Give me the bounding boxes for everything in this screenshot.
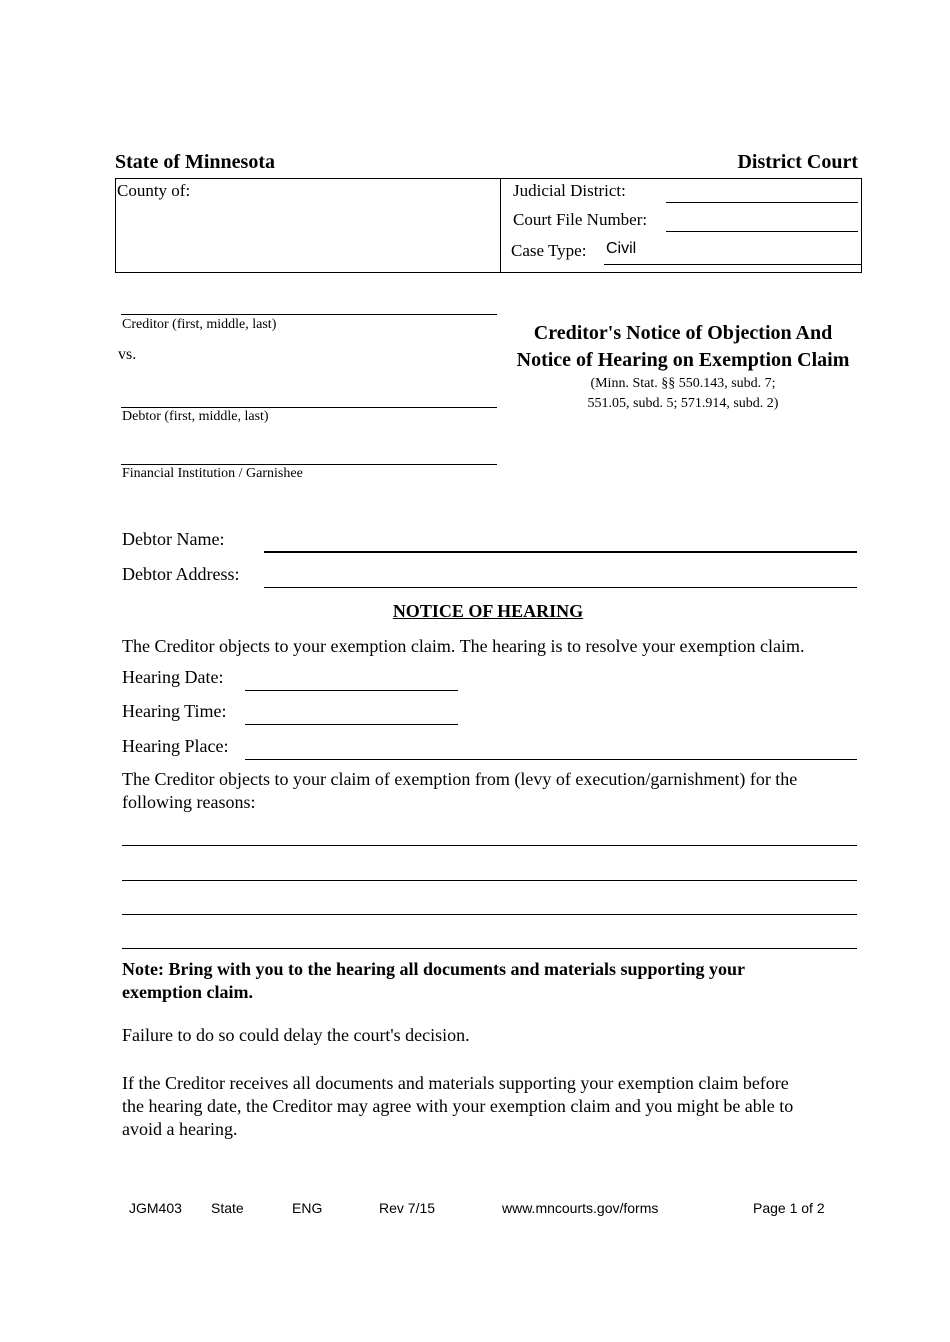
caption-divider <box>500 178 501 273</box>
debtor-input[interactable] <box>121 386 497 408</box>
hearing-time-label: Hearing Time: <box>122 701 227 721</box>
statute-citation <box>503 374 863 414</box>
creditor-label: Creditor (first, middle, last) <box>122 317 277 332</box>
hearing-date-label: Hearing Date: <box>122 667 224 687</box>
hearing-date-input[interactable] <box>245 667 458 691</box>
court-heading: District Court <box>737 151 858 173</box>
paragraph-line3: avoid a hearing. <box>122 1119 238 1139</box>
hearing-place-label: Hearing Place: <box>122 736 229 756</box>
failure-text: Failure to do so could delay the court's decision. <box>122 1025 470 1045</box>
reasons-intro-line1: The Creditor objects to your claim of exemption from (levy of execution/garnishment) for the <box>122 769 798 789</box>
reasons-intro <box>122 768 797 814</box>
notice-intro: The Creditor objects to your exemption claim. The hearing is to resolve your exemption claim. <box>122 636 805 656</box>
form-title-line2: Notice of Hearing on Exemption Claim <box>516 349 850 371</box>
footer-page-number: Page 1 of 2 <box>753 1200 825 1216</box>
debtor-address-input[interactable] <box>264 563 857 588</box>
case-type-value: Civil <box>606 240 637 257</box>
hearing-place-input[interactable] <box>245 736 857 760</box>
debtor-name-label: Debtor Name: <box>122 529 225 549</box>
garnishee-input[interactable] <box>121 443 497 465</box>
footer-revision: Rev 7/15 <box>379 1200 436 1216</box>
reason-line-3[interactable] <box>122 890 857 915</box>
debtor-label: Debtor (first, middle, last) <box>122 409 269 424</box>
statute-line2: 551.05, subd. 5; 571.914, subd. 2) <box>587 396 779 411</box>
form-title <box>503 320 863 374</box>
judicial-district-label: Judicial District: <box>513 181 626 200</box>
case-type-underline <box>604 264 862 265</box>
footer-url[interactable]: www.mncourts.gov/forms <box>502 1200 659 1216</box>
footer-form-id: JGM403 <box>129 1200 182 1216</box>
court-file-number-label: Court File Number: <box>513 210 648 229</box>
paragraph-line2: the hearing date, the Creditor may agree with your exemption claim and you might be able to <box>122 1096 794 1116</box>
case-type-label: Case Type: <box>511 241 587 260</box>
county-label: County of: <box>117 181 191 200</box>
county-input[interactable] <box>205 180 490 202</box>
statute-line1: (Minn. Stat. §§ 550.143, subd. 7; <box>590 376 776 391</box>
creditor-agreement-paragraph <box>122 1072 793 1141</box>
reason-line-1[interactable] <box>122 821 857 846</box>
hearing-time-input[interactable] <box>245 701 458 725</box>
state-heading: State of Minnesota <box>115 151 275 173</box>
footer-jurisdiction: State <box>211 1200 244 1216</box>
notice-heading: NOTICE OF HEARING <box>392 601 584 621</box>
court-file-number-input[interactable] <box>666 211 858 232</box>
judicial-district-input[interactable] <box>666 182 858 203</box>
vs-text: vs. <box>118 346 137 363</box>
note-line1: Note: Bring with you to the hearing all documents and materials supporting your <box>122 959 746 979</box>
creditor-input[interactable] <box>121 293 497 315</box>
reason-line-2[interactable] <box>122 856 857 881</box>
reason-line-4[interactable] <box>122 924 857 949</box>
debtor-name-input[interactable] <box>264 528 857 553</box>
reasons-intro-line2: following reasons: <box>122 792 256 812</box>
note-line2: exemption claim. <box>122 982 253 1002</box>
form-title-line1: Creditor's Notice of Objection And <box>533 322 833 344</box>
garnishee-label: Financial Institution / Garnishee <box>122 466 303 481</box>
note-text <box>122 958 745 1004</box>
paragraph-line1: If the Creditor receives all documents and materials supporting your exemption claim before <box>122 1073 789 1093</box>
footer-language: ENG <box>292 1200 323 1216</box>
debtor-address-label: Debtor Address: <box>122 564 240 584</box>
